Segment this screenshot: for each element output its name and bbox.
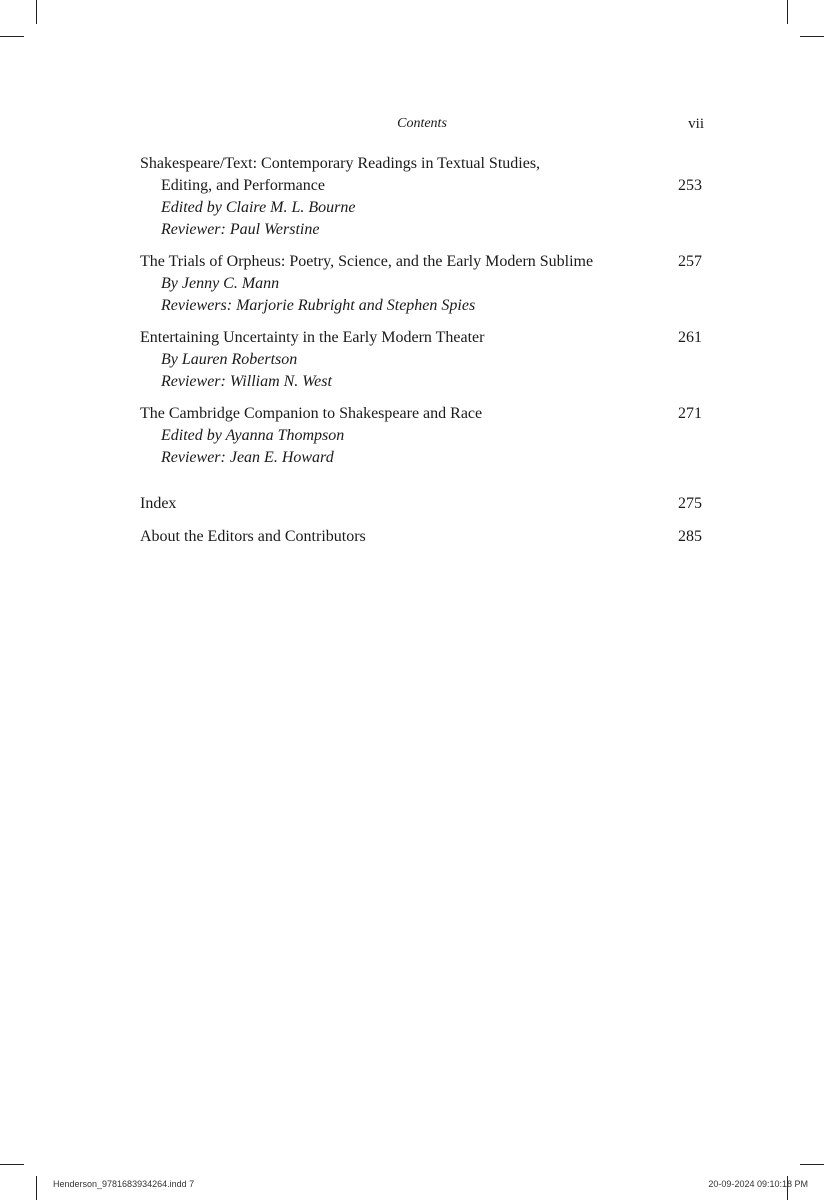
- toc-entry-author: By Lauren Robertson: [161, 351, 298, 368]
- toc-entry-contributors: [140, 526, 704, 548]
- toc-entry-editor: Edited by Ayanna Thompson: [161, 427, 345, 444]
- toc-entry-title: Shakespeare/Text: Contemporary Readings in Textual Studies,: [140, 155, 541, 172]
- toc-entry-reviewer: Reviewer: William N. West: [161, 373, 332, 390]
- page-number: vii: [688, 116, 704, 132]
- toc-entry-author: By Jenny C. Mann: [161, 275, 280, 292]
- toc-entry: [140, 251, 704, 317]
- toc-entry-title: [140, 526, 704, 548]
- crop-mark: [800, 36, 824, 37]
- print-slug-timestamp: 20-09-2024 09:10:18 PM: [708, 1179, 808, 1189]
- crop-mark: [36, 0, 37, 24]
- running-head-title: Contents: [397, 116, 447, 131]
- toc-entry-title-text: Index: [140, 495, 177, 512]
- toc-entry-title: [140, 175, 704, 197]
- toc-entry-title: [140, 251, 704, 273]
- crop-mark: [0, 1164, 24, 1165]
- crop-mark: [787, 0, 788, 24]
- toc-entry-reviewer: Reviewer: Paul Werstine: [161, 221, 320, 238]
- toc-entry-title-text: The Cambridge Companion to Shakespeare and Race: [140, 405, 483, 422]
- toc-entry-reviewer: Reviewer: Jean E. Howard: [161, 449, 334, 466]
- toc-entry: [140, 327, 704, 393]
- toc-entry-reviewer: Reviewers: Marjorie Rubright and Stephen Spies: [161, 297, 476, 314]
- toc-entry-title-text: The Trials of Orpheus: Poetry, Science, and the Early Modern Sublime: [140, 253, 594, 270]
- running-head: [140, 116, 704, 138]
- toc-entry-page: 285: [678, 528, 702, 545]
- toc-entry-title: [140, 493, 704, 515]
- crop-mark: [0, 36, 24, 37]
- toc-entry-index: [140, 493, 704, 515]
- toc-entry-page: 253: [678, 177, 702, 194]
- toc-entry-editor: Edited by Claire M. L. Bourne: [161, 199, 356, 216]
- toc-entry-title: [140, 327, 704, 349]
- table-of-contents: [140, 153, 704, 559]
- toc-entry: [140, 153, 704, 241]
- toc-entry-title-text: About the Editors and Contributors: [140, 528, 366, 545]
- toc-entry-title-text: Editing, and Performance: [161, 177, 325, 194]
- toc-entry-title: [140, 403, 704, 425]
- toc-entry-page: 257: [678, 253, 702, 270]
- toc-entry-page: 275: [678, 495, 702, 512]
- crop-mark: [800, 1164, 824, 1165]
- toc-entry-page: 261: [678, 329, 702, 346]
- crop-mark: [36, 1176, 37, 1200]
- toc-entry: [140, 403, 704, 469]
- toc-entry-title-text: Entertaining Uncertainty in the Early Modern Theater: [140, 329, 485, 346]
- print-slug-file: Henderson_9781683934264.indd 7: [53, 1179, 195, 1189]
- toc-entry-page: 271: [678, 405, 702, 422]
